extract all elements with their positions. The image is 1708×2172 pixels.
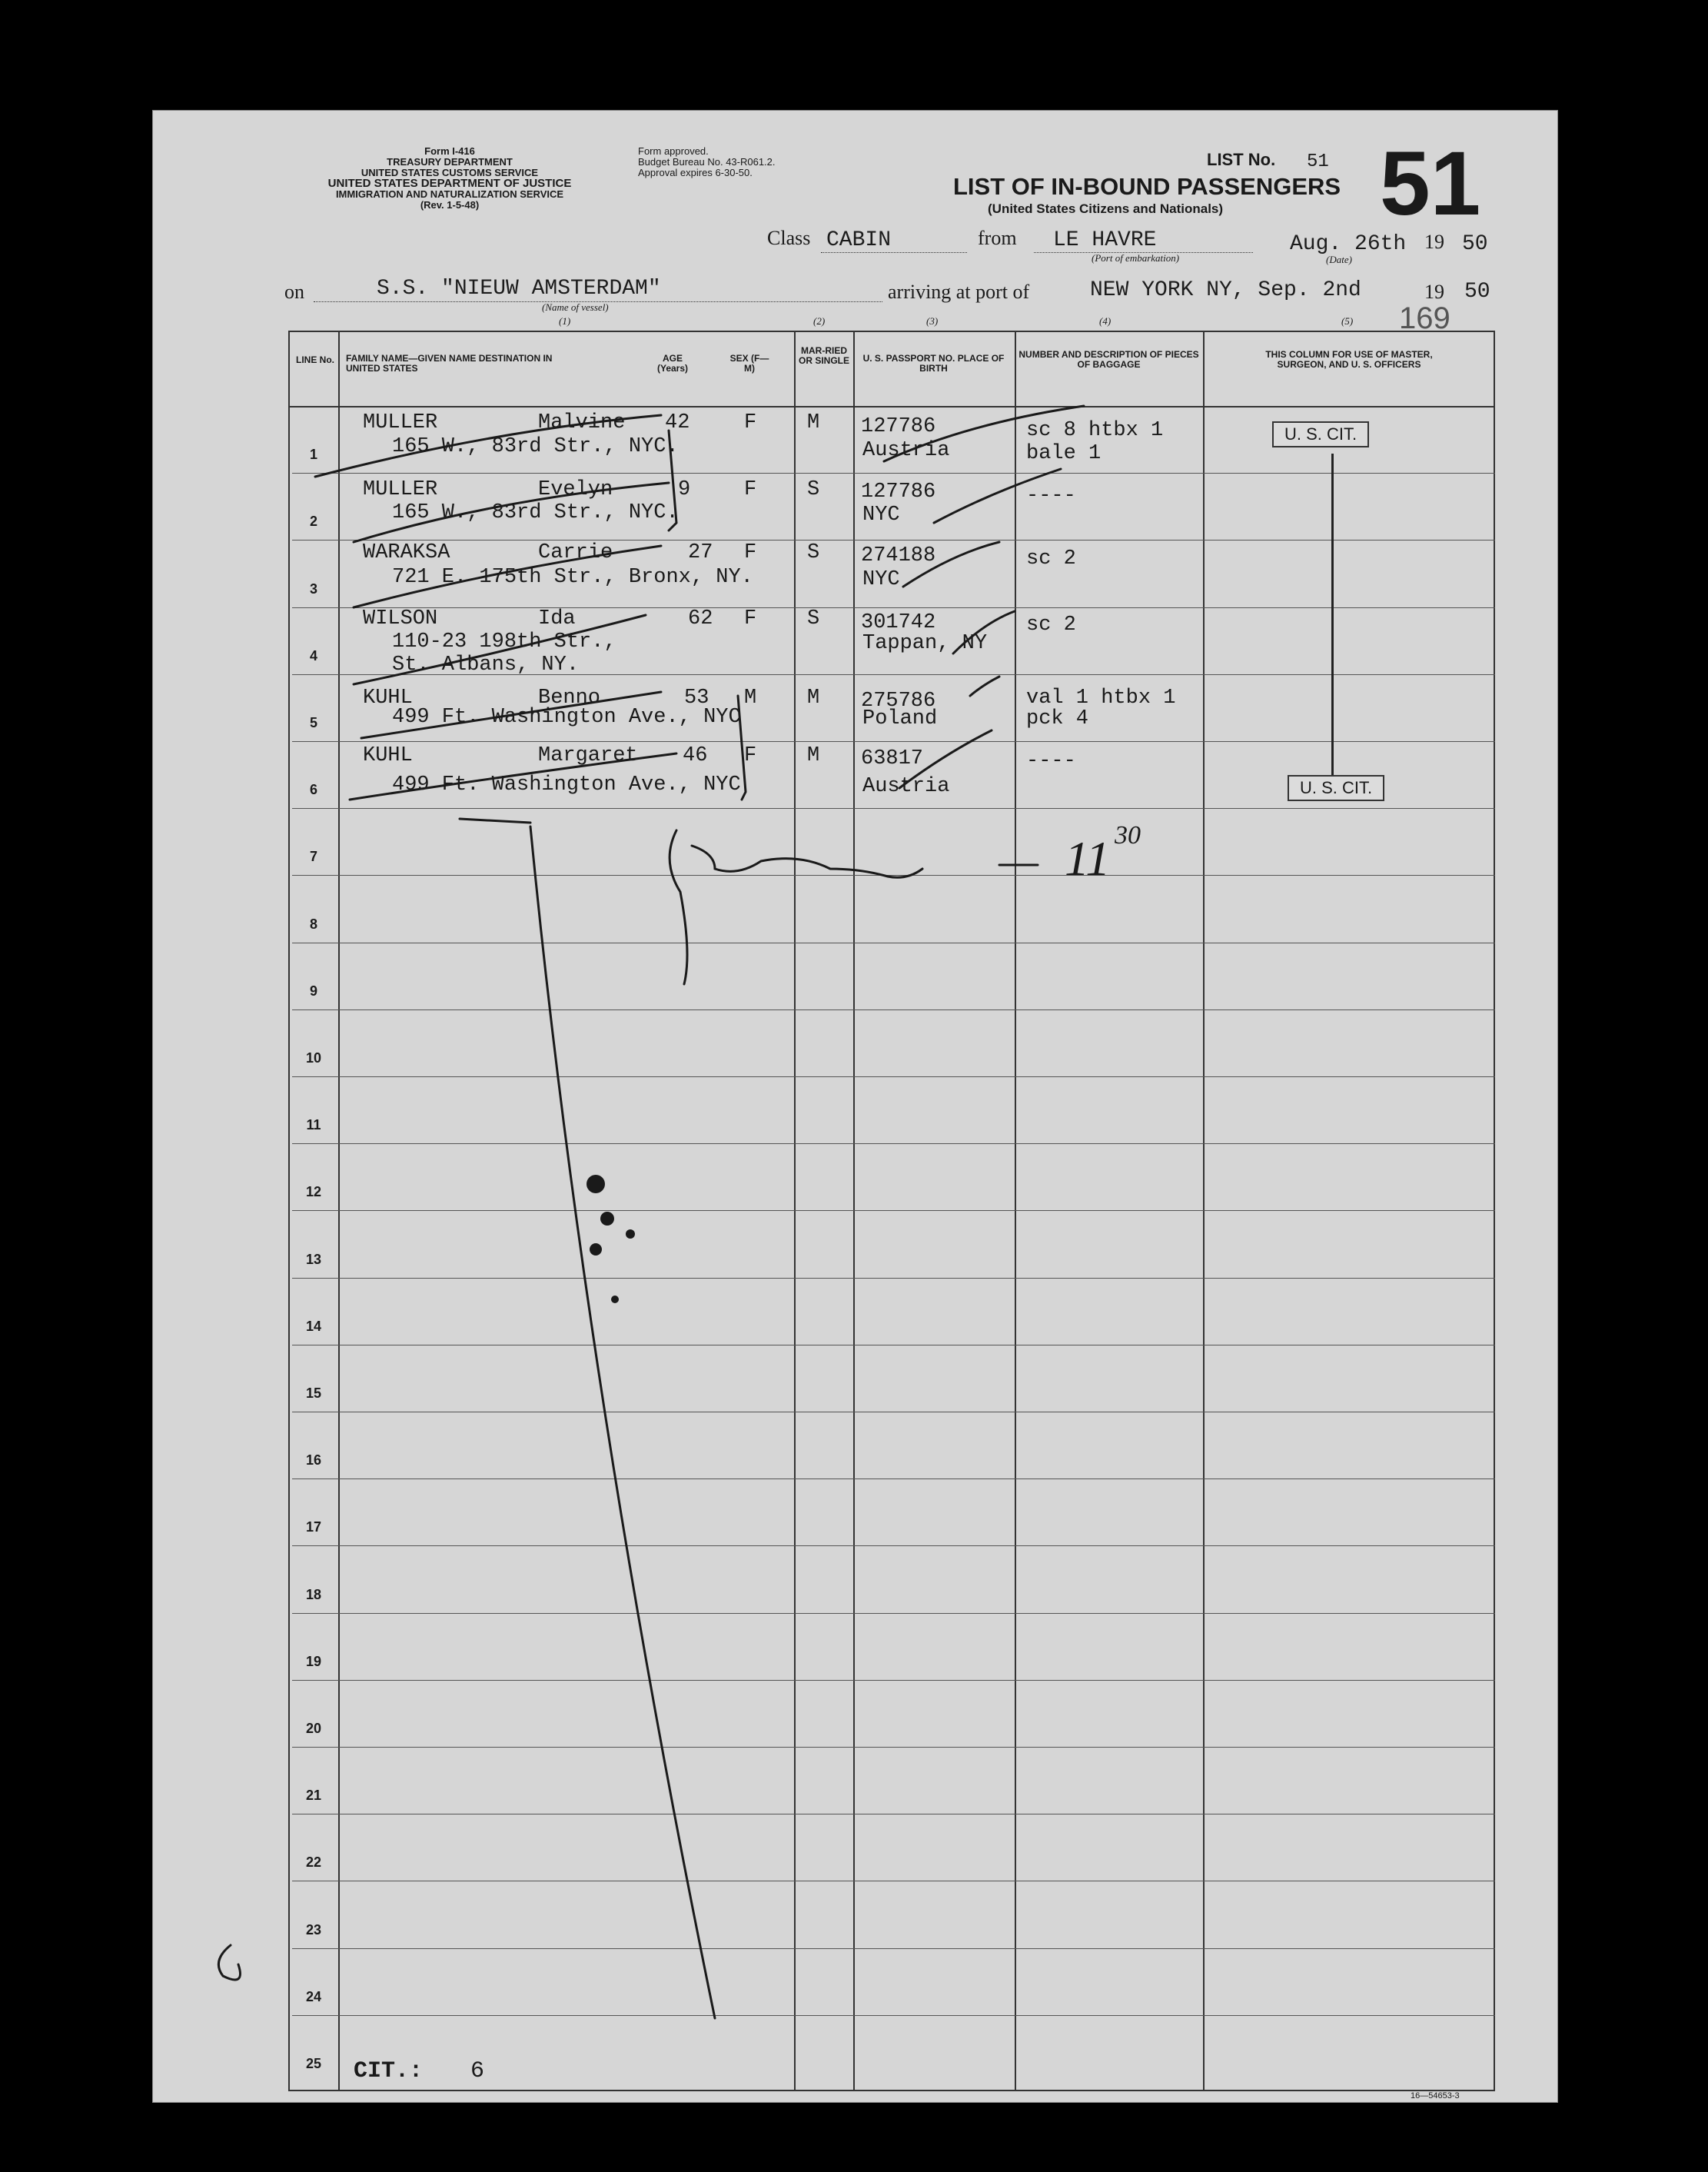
line-number: 9 bbox=[309, 983, 317, 999]
customs-service: UNITED STATES CUSTOMS SERVICE bbox=[361, 167, 539, 178]
departure-date: Aug. 26th bbox=[1290, 232, 1407, 256]
row-rule bbox=[292, 875, 1495, 876]
departure-year: 50 bbox=[1462, 232, 1488, 256]
class-label: Class bbox=[767, 227, 811, 249]
line-number: 15 bbox=[305, 1385, 322, 1401]
col-header-passport: U. S. PASSPORT NO. PLACE OF BIRTH bbox=[862, 353, 1005, 374]
line-number: 4 bbox=[309, 648, 317, 664]
col-divider bbox=[853, 331, 855, 2091]
row-rule bbox=[292, 540, 1495, 541]
justice-dept: UNITED STATES DEPARTMENT OF JUSTICE bbox=[327, 177, 572, 190]
passenger-baggage: sc 8 htbx 1 bbox=[1026, 419, 1164, 442]
row-rule bbox=[292, 1680, 1495, 1681]
passenger-birthplace: Austria bbox=[862, 775, 950, 798]
line-number: 2 bbox=[309, 514, 317, 529]
passenger-surname: KUHL bbox=[363, 744, 413, 767]
line-number: 23 bbox=[305, 1922, 322, 1938]
class-value: CABIN bbox=[826, 228, 892, 252]
passenger-address: 165 W., 83rd Str., NYC. bbox=[392, 435, 679, 458]
line-number: 20 bbox=[305, 1721, 322, 1736]
passenger-birthplace: Tappan, NY bbox=[862, 632, 988, 655]
manifest-table bbox=[288, 331, 1495, 2091]
line-number: 17 bbox=[305, 1519, 322, 1535]
passenger-surname: WARAKSA bbox=[363, 541, 450, 564]
passenger-age: 27 bbox=[688, 541, 713, 564]
citizen-count-label: CIT.: bbox=[354, 2058, 424, 2084]
passenger-passport: 274188 bbox=[861, 544, 936, 567]
col-header-age: AGE (Years) bbox=[656, 353, 689, 374]
form-approved: Form approved. bbox=[638, 145, 709, 157]
row-rule bbox=[292, 2015, 1495, 2016]
document-subtitle: (United States Citizens and Nationals) bbox=[988, 201, 1224, 216]
passenger-marital: S bbox=[807, 478, 820, 501]
col-divider bbox=[338, 331, 340, 2091]
passenger-given-name: Ida bbox=[538, 607, 576, 630]
row-rule bbox=[292, 808, 1495, 809]
passenger-baggage: sc 2 bbox=[1026, 614, 1076, 637]
passenger-sex: F bbox=[744, 607, 757, 630]
class-underline bbox=[821, 252, 967, 253]
row-rule bbox=[292, 1948, 1495, 1949]
passenger-sex: F bbox=[744, 541, 757, 564]
passenger-passport: 127786 bbox=[861, 481, 936, 504]
line-number: 1 bbox=[309, 447, 317, 462]
row-rule bbox=[292, 1747, 1495, 1748]
row-rule bbox=[292, 1143, 1495, 1144]
passenger-marital: M bbox=[807, 687, 820, 710]
arrival-year: 50 bbox=[1464, 280, 1490, 304]
line-number: 12 bbox=[305, 1184, 322, 1199]
passenger-age: 9 bbox=[678, 478, 691, 501]
agency-block bbox=[277, 146, 623, 211]
passenger-sex: F bbox=[744, 744, 757, 767]
row-rule bbox=[292, 473, 1495, 474]
page-stamp-number: 169 bbox=[1399, 301, 1450, 335]
line-number: 16 bbox=[305, 1452, 322, 1468]
citizen-count: 6 bbox=[470, 2058, 485, 2084]
passenger-passport: 63817 bbox=[861, 747, 924, 770]
budget-bureau: Budget Bureau No. 43-R061.2. bbox=[638, 156, 776, 168]
passenger-address: 721 E. 175th Str., Bronx, NY. bbox=[392, 566, 753, 589]
passenger-age: 62 bbox=[688, 607, 713, 630]
passenger-marital: M bbox=[807, 744, 820, 767]
revision: (Rev. 1-5-48) bbox=[420, 199, 480, 211]
passenger-marital: S bbox=[807, 541, 820, 564]
row-rule bbox=[292, 1545, 1495, 1546]
passenger-birthplace: Poland bbox=[862, 707, 938, 730]
passenger-marital: S bbox=[807, 607, 820, 630]
row-rule bbox=[292, 1613, 1495, 1614]
col-divider bbox=[1015, 331, 1016, 2091]
header-bottom-rule bbox=[288, 406, 1495, 407]
passenger-baggage: ---- bbox=[1026, 750, 1076, 773]
col-number-4: (4) bbox=[1099, 315, 1112, 327]
row-rule bbox=[292, 1278, 1495, 1279]
col-header-baggage: NUMBER AND DESCRIPTION OF PIECES OF BAGGAGE bbox=[1018, 349, 1199, 370]
row-rule bbox=[292, 1478, 1495, 1479]
big-list-number: 51 bbox=[1380, 133, 1481, 234]
passenger-age: 53 bbox=[684, 687, 709, 710]
arriving-label: arriving at port of bbox=[888, 281, 1030, 303]
port-caption: (Port of embarkation) bbox=[1092, 252, 1180, 264]
passenger-surname: KUHL bbox=[363, 687, 413, 710]
row-rule bbox=[292, 741, 1495, 742]
handwritten-time-minutes: 30 bbox=[1115, 821, 1141, 850]
passenger-marital: M bbox=[807, 411, 820, 434]
passenger-birthplace: NYC bbox=[862, 504, 900, 527]
row-rule bbox=[292, 607, 1495, 608]
col-header-married: MAR-RIED OR SINGLE bbox=[798, 345, 849, 366]
line-number: 25 bbox=[305, 2056, 322, 2071]
on-label: on bbox=[284, 281, 304, 303]
col-number-5: (5) bbox=[1341, 315, 1354, 327]
line-number: 13 bbox=[305, 1252, 322, 1267]
line-number: 19 bbox=[305, 1654, 322, 1669]
from-label: from bbox=[978, 227, 1017, 249]
line-number: 21 bbox=[305, 1788, 322, 1803]
passenger-given-name: Margaret bbox=[538, 744, 638, 767]
approval-block bbox=[638, 146, 776, 178]
line-number: 14 bbox=[305, 1319, 322, 1334]
treasury-dept: TREASURY DEPARTMENT bbox=[387, 156, 513, 168]
citizen-stamp-top: U. S. CIT. bbox=[1272, 421, 1369, 447]
row-rule bbox=[292, 1210, 1495, 1211]
passenger-given-name: Benno bbox=[538, 687, 601, 710]
passenger-address-2: St. Albans, NY. bbox=[392, 654, 580, 677]
passenger-baggage-2: pck 4 bbox=[1026, 707, 1089, 730]
passenger-passport: 127786 bbox=[861, 415, 936, 438]
line-number: 22 bbox=[305, 1854, 322, 1870]
passenger-sex: F bbox=[744, 411, 757, 434]
col-number-3: (3) bbox=[926, 315, 939, 327]
arrival-port-date: NEW YORK NY, Sep. 2nd bbox=[1090, 278, 1361, 302]
passenger-passport: 301742 bbox=[861, 611, 936, 634]
passenger-given-name: Evelyn bbox=[538, 478, 613, 501]
port-of-embarkation: LE HAVRE bbox=[1053, 228, 1157, 252]
line-number: 3 bbox=[309, 581, 317, 597]
stamp-connector-line bbox=[1331, 454, 1334, 777]
col-header-name: FAMILY NAME—GIVEN NAME DESTINATION IN UNITED STATES bbox=[346, 353, 553, 374]
vessel-name: S.S. "NIEUW AMSTERDAM" bbox=[377, 277, 661, 301]
col-header-line: LINE No. bbox=[296, 354, 334, 365]
passenger-address: 499 Ft. Washington Ave., NYC bbox=[392, 773, 741, 797]
line-number: 5 bbox=[309, 715, 317, 730]
passenger-address: 165 W., 83rd Str., NYC. bbox=[392, 501, 679, 524]
citizen-stamp-bottom: U. S. CIT. bbox=[1288, 775, 1384, 801]
form-number: Form I-416 bbox=[424, 145, 475, 157]
col-header-sex: SEX (F—M) bbox=[729, 353, 769, 374]
col-divider bbox=[1203, 331, 1205, 2091]
row-rule bbox=[292, 1009, 1495, 1010]
passenger-passport: 275786 bbox=[861, 690, 936, 713]
passenger-address: 110-23 198th Str., bbox=[392, 630, 616, 654]
departure-year-prefix: 19 bbox=[1424, 231, 1444, 253]
passenger-age: 42 bbox=[665, 411, 690, 434]
passenger-sex: M bbox=[744, 687, 757, 710]
row-rule bbox=[292, 1076, 1495, 1077]
list-number-value: 51 bbox=[1307, 151, 1329, 172]
col-header-officers: THIS COLUMN FOR USE OF MASTER, SURGEON, AND U. S. OFFICERS bbox=[1265, 349, 1433, 370]
list-number-label: LIST No. bbox=[1207, 150, 1276, 169]
col-number-2: (2) bbox=[813, 315, 826, 327]
line-number: 6 bbox=[309, 782, 317, 797]
line-number: 10 bbox=[305, 1050, 322, 1066]
column-1-number: (1) bbox=[559, 315, 571, 327]
passenger-birthplace: NYC bbox=[862, 568, 900, 591]
passenger-baggage: val 1 htbx 1 bbox=[1026, 687, 1176, 710]
line-number: 7 bbox=[309, 849, 317, 864]
passenger-given-name: Carrie bbox=[538, 541, 613, 564]
passenger-address: 499 Ft. Washington Ave., NYC bbox=[392, 706, 741, 729]
passenger-birthplace: Austria bbox=[862, 439, 950, 462]
passenger-baggage: ---- bbox=[1026, 484, 1076, 507]
passenger-age: 46 bbox=[683, 744, 708, 767]
line-number: 24 bbox=[305, 1989, 322, 2004]
passenger-baggage-2: bale 1 bbox=[1026, 442, 1102, 465]
col-divider bbox=[794, 331, 796, 2091]
arrival-year-prefix: 19 bbox=[1424, 281, 1444, 303]
ins-service: IMMIGRATION AND NATURALIZATION SERVICE bbox=[335, 188, 564, 200]
date-caption: (Date) bbox=[1326, 254, 1352, 265]
handwritten-time: 11 bbox=[1065, 831, 1111, 886]
passenger-given-name: Malvine bbox=[538, 411, 626, 434]
vessel-caption: (Name of vessel) bbox=[542, 301, 609, 313]
passenger-surname: WILSON bbox=[363, 607, 438, 630]
line-number: 18 bbox=[305, 1587, 322, 1602]
form-print-code: 16—54653-3 bbox=[1411, 2091, 1460, 2100]
passenger-surname: MULLER bbox=[363, 478, 438, 501]
passenger-surname: MULLER bbox=[363, 411, 438, 434]
approval-expires: Approval expires 6-30-50. bbox=[638, 167, 753, 178]
line-number: 11 bbox=[306, 1117, 321, 1133]
passenger-baggage: sc 2 bbox=[1026, 547, 1076, 570]
line-number: 8 bbox=[309, 916, 317, 932]
passenger-sex: F bbox=[744, 478, 757, 501]
document-title: LIST OF IN-BOUND PASSENGERS bbox=[953, 173, 1341, 200]
